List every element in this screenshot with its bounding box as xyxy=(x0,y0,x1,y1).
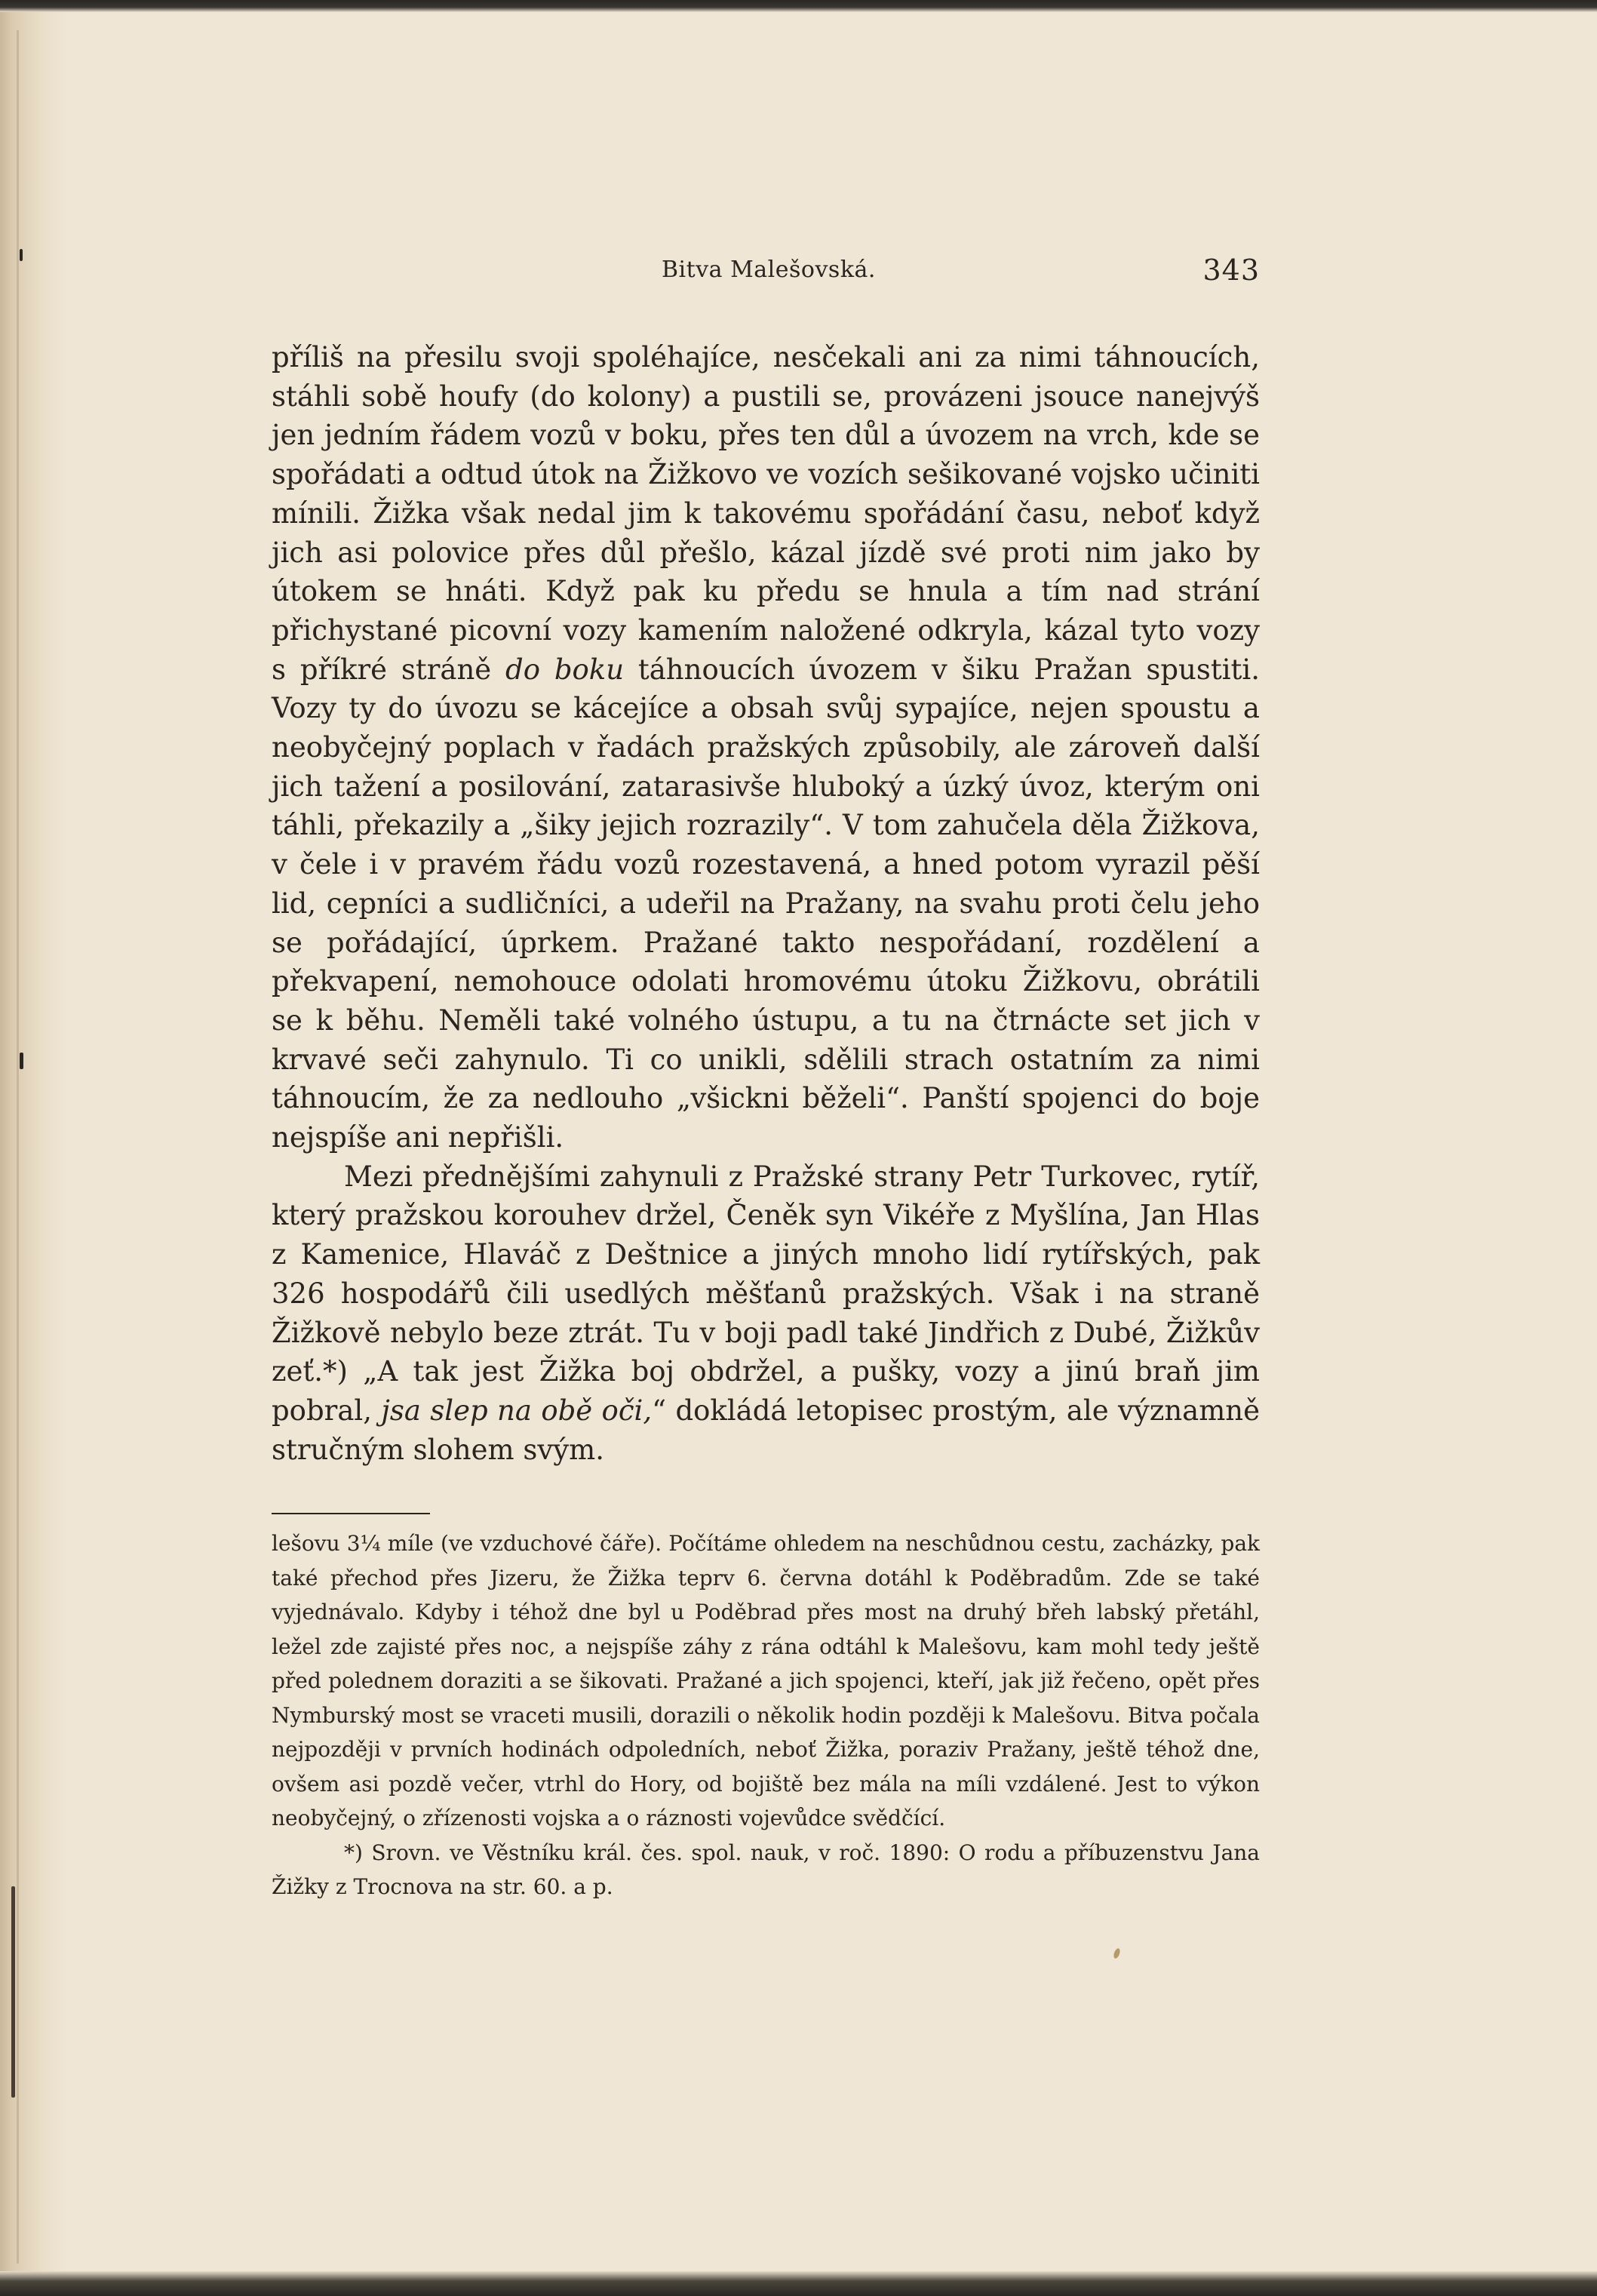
scan-bottom-edge xyxy=(0,2271,1597,2296)
italic-quote: jsa slep na obě oči, xyxy=(381,1394,653,1427)
body-paragraph: Mezi přednějšími zahynuli z Pražské strany Petr Turkovec, rytíř, který pražskou korouhev držel, Čeněk syn Vikéře z Myšlína, Jan Hlas z Kamenice, Hlaváč z Deštnice a jiných mnoho lidí rytířských, pak 326 hospodářů čili usedlých měšťanů pražských. Však i na straně Žižkově nebylo beze ztrát. Tu v boji padl také Jindřich z Dubé, Žižkův zeť.*) „A tak jest Žižka boj obdržel, a pušky, vozy a jinú braň jim pobral, jsa slep na obě oči,“ dokládá letopisec prostým, ale významně stručným slohem svým. xyxy=(272,1160,1261,1466)
footnote-continued: lešovu 3¼ míle (ve vzduchové čáře). Počítáme ohledem na neschůdnou cestu, zacházky, pak také přechod přes Jizeru, že Žižka teprv 6. června dotáhl k Poděbradům. Zde se také vyjednávalo. Kdyby i téhož dne byl u Poděbrad přes most na druhý břeh labský přetáhl, ležel zde zajisté přes noc, a nejspíše záhy z rána odtáhl k Malešovu, kam mohl tedy ještě před polednem doraziti a se šikovati. Pražané a jich spojenci, kteří, jak již řečeno, opět přes Nymburský most se vraceti musili, dorazili o několik hodin později k Malešovu. Bitva počala nejpozději v prvních hodinách odpoledních, neboť Žižka, poraziv Pražany, ještě téhož dne, ovšem asi pozdě večer, vtrhl do Hory, od bojiště bez mála na míli vzdálené. Jest to výkon neobyčejný, o zřízenosti vojska a o ráznosti vojevůdce svědčící. xyxy=(272,1531,1260,1831)
running-head xyxy=(272,249,1260,302)
body-paragraph: příliš na přesilu svoji spoléhajíce, nesčekali ani za nimi táhnoucích, stáhli sobě houfy (do kolony) a pustili se, provázeni jsouce nanejvýš jen jedním řádem vozů v boku, přes ten důl a úvozem na vrch, kde se spořádati a odtud útok na Žižkovo ve vozích sešikované vojsko učiniti mínili. Žižka však nedal jim k takovému spořádání času, neboť když jich asi polovice přes důl přešlo, kázal jízdě své proti nim jako by útokem se hnáti. Když pak ku předu se hnula a tím nad strání přichystané picovní vozy kamením naložené odkryla, kázal tyto vozy s příkré stráně do boku táhnoucích úvozem v šiku Pražan spustiti. Vozy ty do úvozu se kácejíce a obsah svůj sypajíce, nejen spoustu a neobyčejný poplach v řadách pražských způsobily, ale zároveň další jich tažení a posilování, zatarasivše hluboký a úzký úvoz, kterým oni táhli, překazily a „šiky jejich rozrazily“. V tom zahučela děla Žižkova, v čele i v pravém řádu vozů rozestavená, a hned potom vyrazil pěší lid, cepníci a sudličníci, a udeřil na Pražany, na svahu proti čelu jeho se pořádající, úprkem. Pražané takto nespořádaní, rozdělení a překvapení, nemohouce odolati hromovému útoku Žižkovu, obrátili se k běhu. Neměli také volného ústupu, a tu na čtrnácte set jich v krvavé seči zahynulo. Ti co unikli, sdělili strach ostatním za nimi táhnoucím, že za nedlouho „všickni běželi“. Panští spojenci do boje nejspíše ani nepřišli. xyxy=(272,341,1260,1154)
margin-speck xyxy=(20,249,23,261)
italic-emphasis: do boku xyxy=(505,653,625,686)
page-content xyxy=(272,249,1260,1904)
paper-smudge xyxy=(1113,1947,1121,1959)
footnote-star: *) Srovn. ve Věstníku král. čes. spol. nauk, v roč. 1890: O rodu a příbuzenstvu Jana Žižky z Trocnova na str. 60. a p. xyxy=(272,1840,1260,1900)
running-head-title: Bitva Malešovská. xyxy=(662,257,876,283)
page-number: 343 xyxy=(1202,254,1260,287)
scan-top-edge xyxy=(0,0,1597,12)
margin-speck xyxy=(20,1053,23,1069)
binding-gutter xyxy=(0,0,68,2296)
footnote-rule xyxy=(272,1513,430,1514)
margin-speck xyxy=(11,1886,15,2098)
gutter-fold-line xyxy=(17,30,19,2264)
